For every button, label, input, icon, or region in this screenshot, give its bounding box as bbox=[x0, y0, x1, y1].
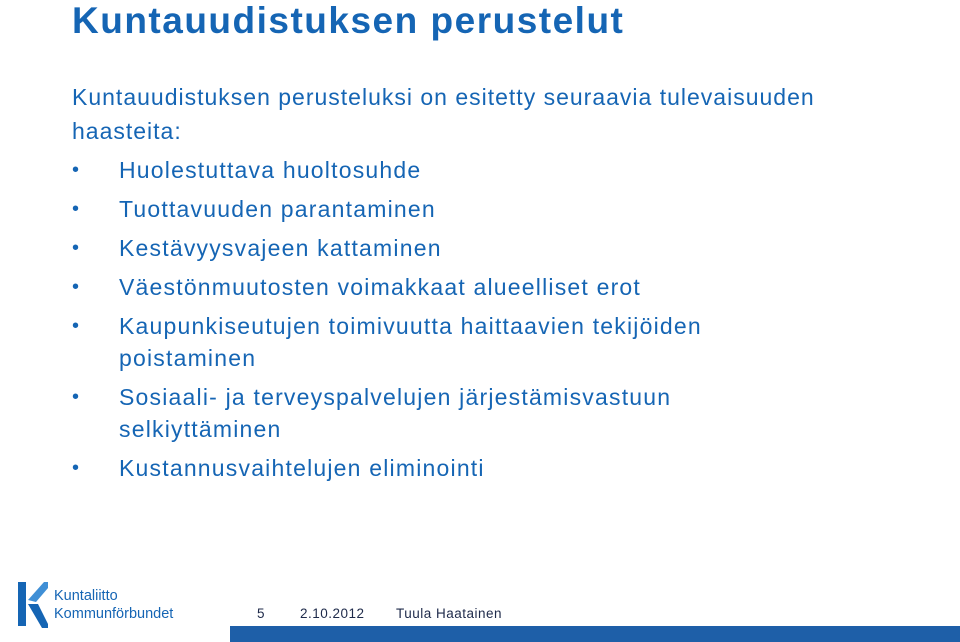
footer-bar bbox=[230, 626, 960, 642]
bullet-item bbox=[72, 193, 932, 225]
logo-text-line2: Kommunförbundet bbox=[54, 606, 174, 622]
bullet-text: Kaupunkiseutujen toimivuutta haittaavien tekijöiden poistaminen bbox=[119, 313, 702, 371]
bullet-item bbox=[72, 381, 839, 445]
slide-title: Kuntauudistuksen perustelut bbox=[72, 0, 625, 41]
bullet-icon: • bbox=[72, 457, 81, 479]
bullet-icon: • bbox=[72, 386, 81, 408]
bullet-item bbox=[72, 271, 932, 303]
bullet-text: Kustannusvaihtelujen eliminointi bbox=[119, 455, 485, 481]
bullet-text: Väestönmuutosten voimakkaat alueelliset erot bbox=[119, 274, 642, 300]
logo-mark-icon bbox=[14, 578, 48, 630]
bullet-item bbox=[72, 154, 932, 186]
bullet-item bbox=[72, 232, 932, 264]
bullet-icon: • bbox=[72, 276, 81, 298]
footer-date: 2.10.2012 bbox=[300, 606, 365, 621]
bullet-item bbox=[72, 310, 839, 374]
page-number: 5 bbox=[257, 606, 265, 621]
logo-text-line1: Kuntaliitto bbox=[54, 588, 118, 604]
bullet-icon: • bbox=[72, 237, 81, 259]
bullet-item bbox=[72, 452, 932, 484]
bullet-list bbox=[72, 154, 932, 491]
intro-text: Kuntauudistuksen perusteluksi on esitetty seuraavia tulevaisuuden haasteita: bbox=[72, 84, 815, 144]
footer-author: Tuula Haatainen bbox=[396, 606, 503, 621]
slide-footer bbox=[0, 570, 960, 642]
kuntaliitto-logo bbox=[14, 578, 214, 630]
bullet-text: Huolestuttava huoltosuhde bbox=[119, 157, 422, 183]
bullet-icon: • bbox=[72, 198, 81, 220]
bullet-icon: • bbox=[72, 159, 81, 181]
bullet-text: Kestävyysvajeen kattaminen bbox=[119, 235, 442, 261]
bullet-text: Sosiaali- ja terveyspalvelujen järjestämisvastuun selkiyttäminen bbox=[119, 384, 672, 442]
bullet-icon: • bbox=[72, 315, 81, 337]
bullet-text: Tuottavuuden parantaminen bbox=[119, 196, 436, 222]
